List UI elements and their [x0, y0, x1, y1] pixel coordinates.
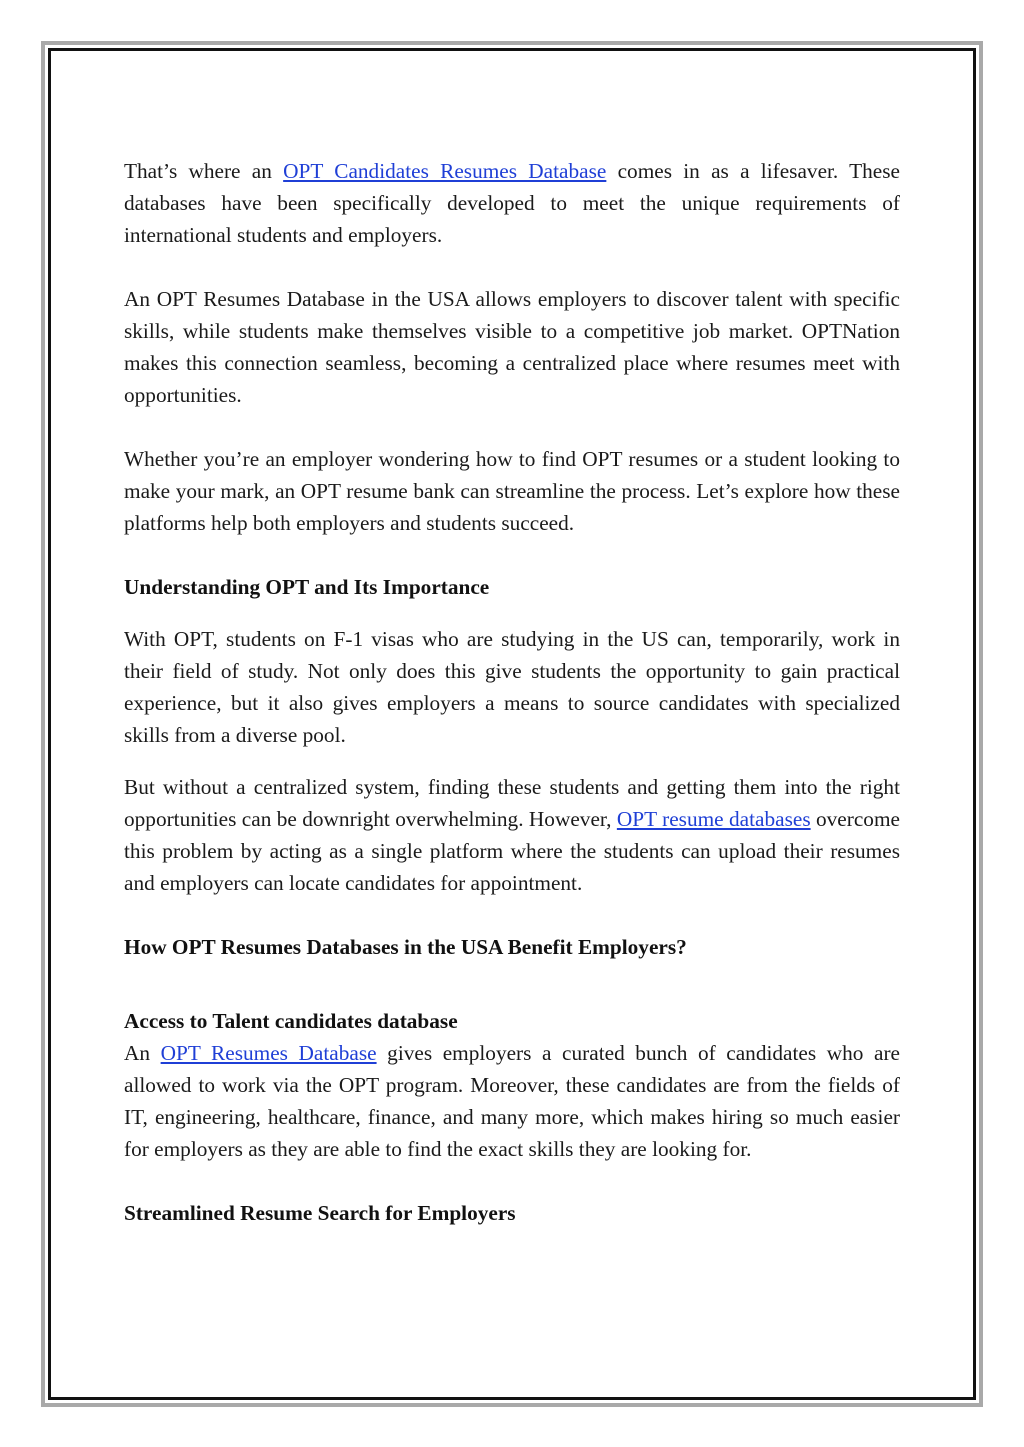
heading-access-talent: Access to Talent candidates database — [124, 1009, 458, 1033]
heading-streamlined-search: Streamlined Resume Search for Employers — [124, 1201, 516, 1225]
document-body — [124, 155, 900, 1229]
opt-candidates-resumes-database-link[interactable]: OPT Candidates Resumes Database — [283, 159, 607, 183]
paragraph-access-after: gives employers a curated bunch of candidates who are allowed to work via the OPT program. Moreover, these candidates are from the fields of IT, engineering, healthcare, finance, and many more, which makes hiring so much easier for employers as they are able to find the exact skills they are looking for. — [124, 1041, 900, 1161]
paragraph-opt-f1: With OPT, students on F-1 visas who are studying in the US can, temporarily, work in their field of study. Not only does this give students the opportunity to gain practical experience, but it also gives employers a means to source candidates with specialized skills from a diverse pool. — [124, 627, 900, 747]
heading-benefit-employers: How OPT Resumes Databases in the USA Benefit Employers? — [124, 935, 687, 959]
paragraph-centralized-system — [124, 771, 900, 899]
paragraph-intro — [124, 155, 900, 251]
paragraph-centralized-before: But without a centralized system, finding these students and getting them into the right opportunities can be downright overwhelming. However, — [124, 775, 900, 831]
opt-resumes-database-link[interactable]: OPT Resumes Database — [160, 1041, 377, 1065]
paragraph-employer-student: Whether you’re an employer wondering how to find OPT resumes or a student looking to make your mark, an OPT resume bank can streamline the process. Let’s explore how these platforms help both employers and students succeed. — [124, 447, 900, 535]
paragraph-intro-after: comes in as a lifesaver. These databases have been specifically developed to meet the unique requirements of international students and employers. — [124, 159, 900, 247]
opt-resume-databases-link[interactable]: OPT resume databases — [616, 807, 811, 831]
paragraph-opt-resumes-usa: An OPT Resumes Database in the USA allows employers to discover talent with specific skills, while students make themselves visible to a competitive job market. OPTNation makes this connection seamless, becoming a centralized place where resumes meet with opportunities. — [124, 287, 900, 407]
paragraph-centralized-after: overcome this problem by acting as a single platform where the students can upload their resumes and employers can locate candidates for appointment. — [124, 807, 900, 895]
paragraph-access-talent — [124, 1037, 900, 1165]
paragraph-access-before: An — [124, 1041, 161, 1065]
heading-understanding-opt: Understanding OPT and Its Importance — [124, 575, 490, 599]
paragraph-intro-before: That’s where an — [124, 159, 284, 183]
